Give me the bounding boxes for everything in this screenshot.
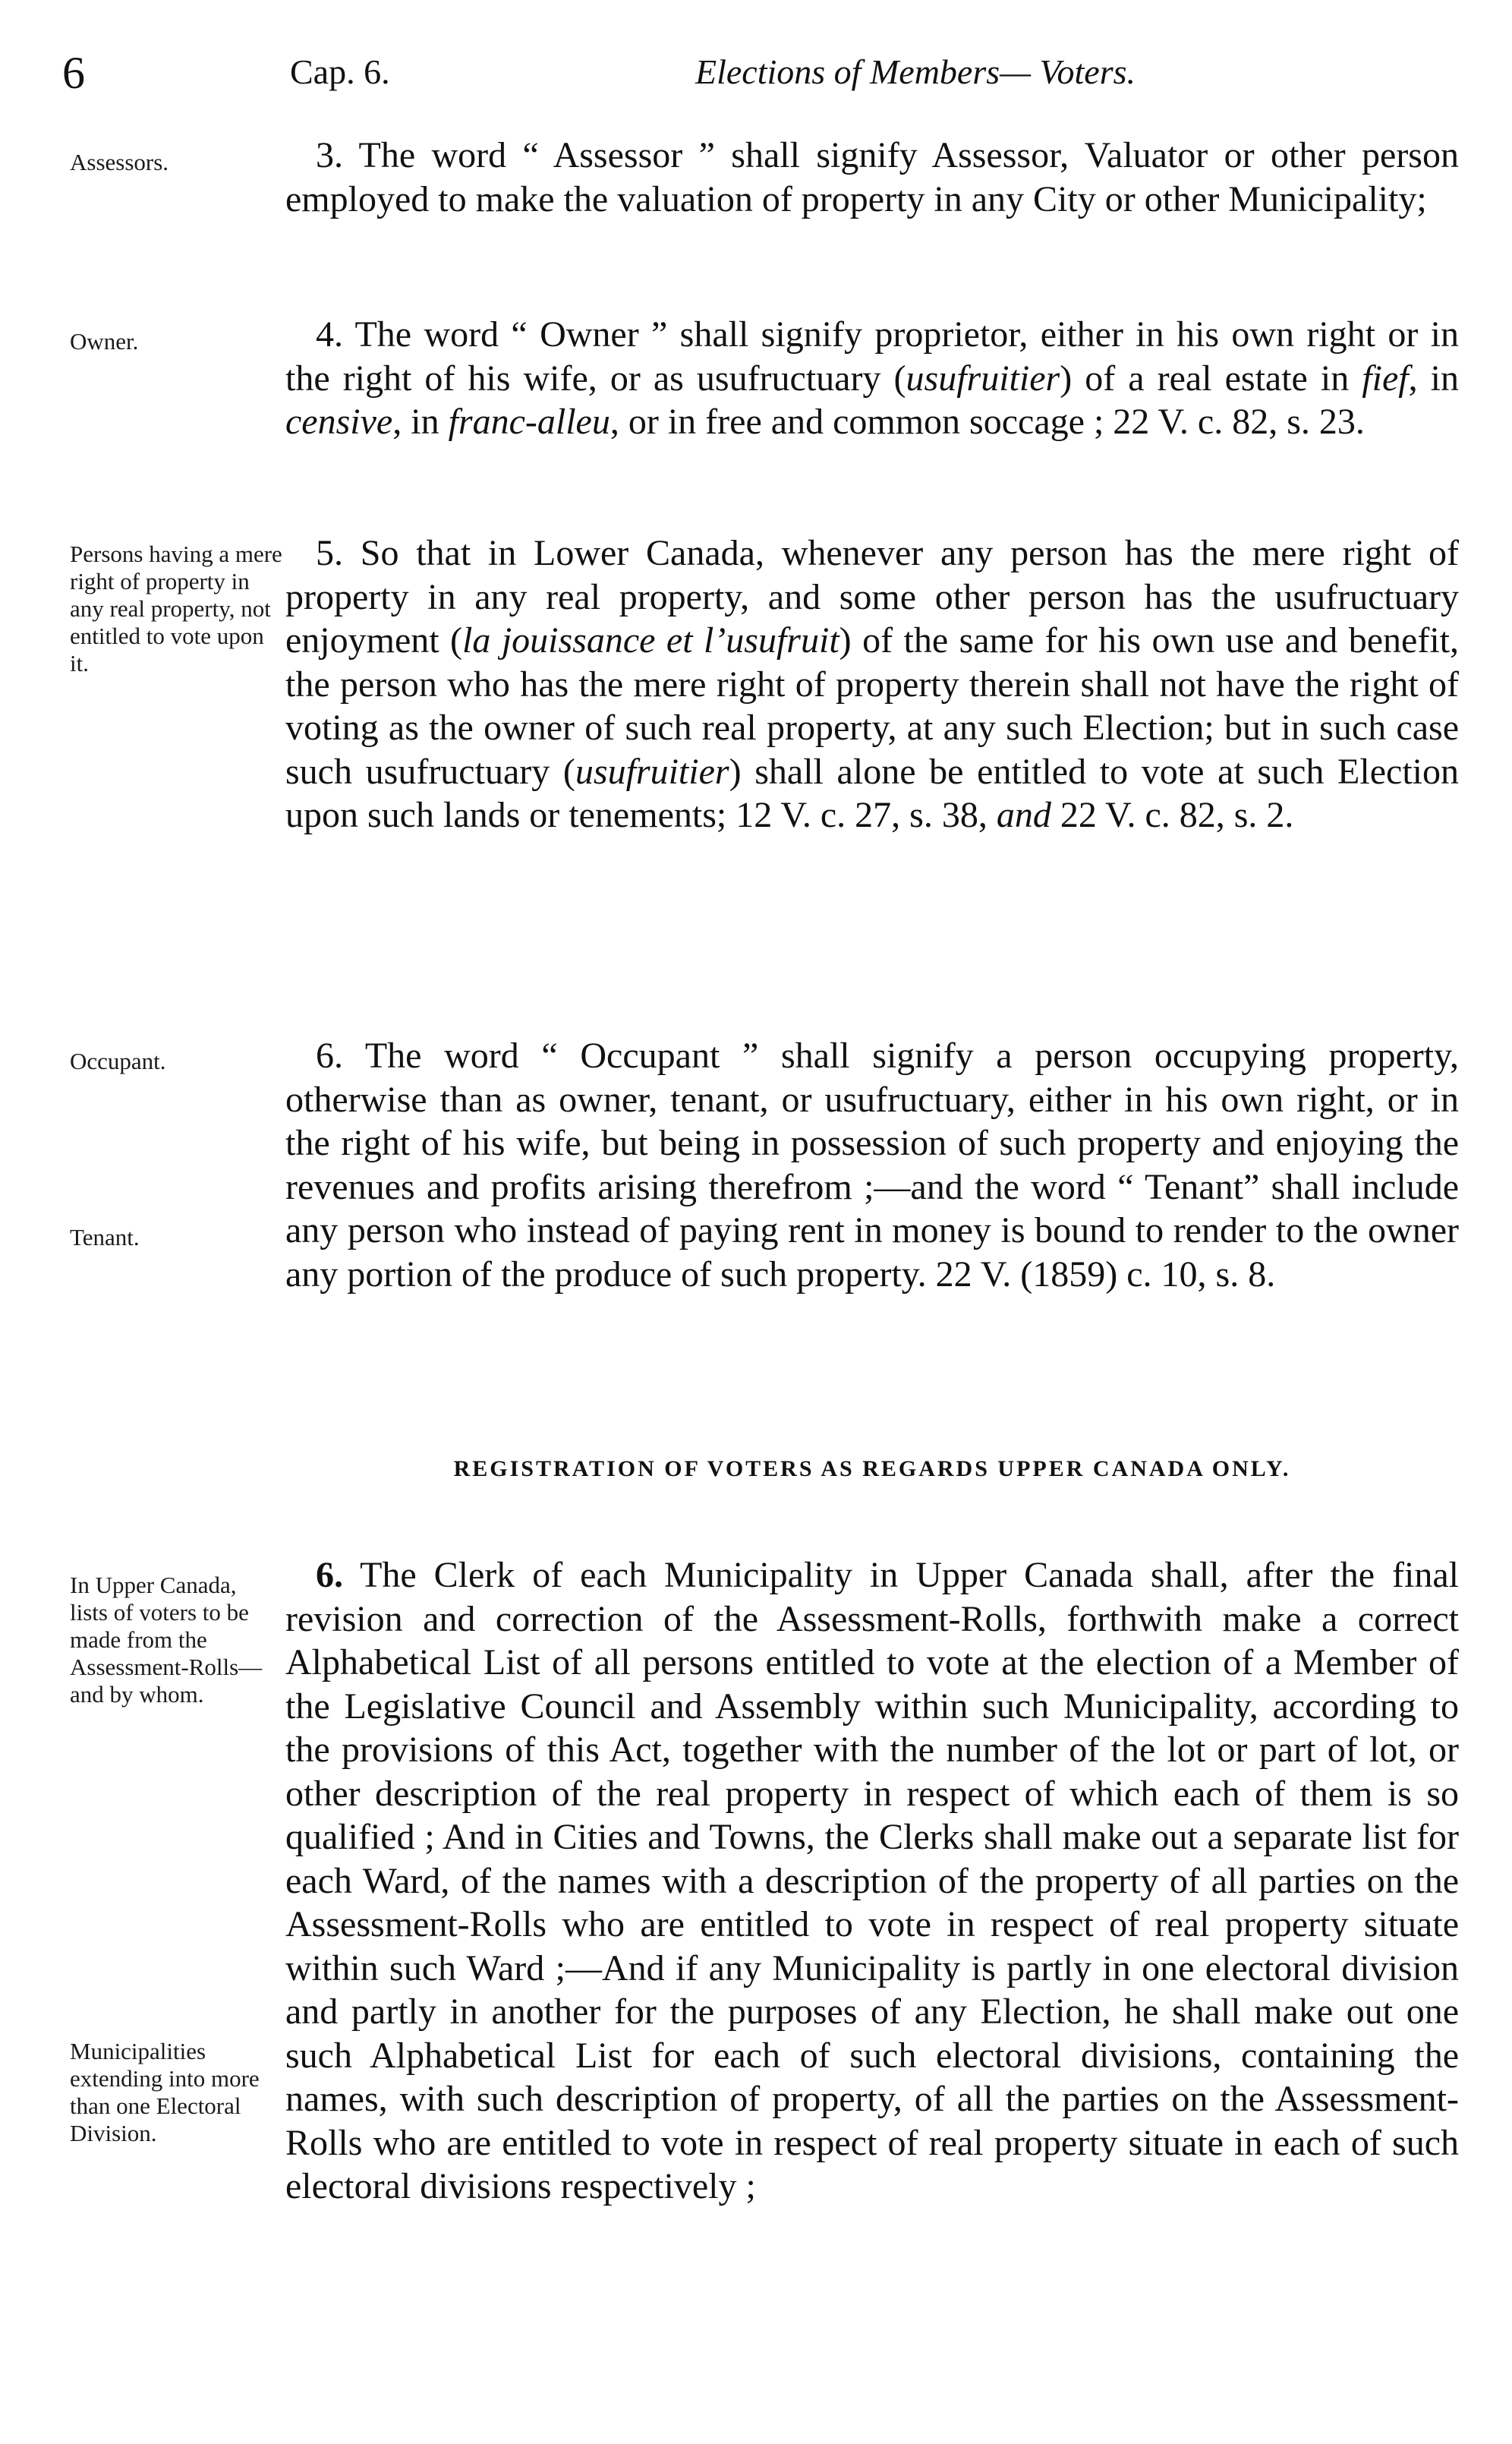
section-number: 4. (316, 314, 343, 355)
section-text: So that in Lower Canada, whenever any person has the mere right of property in any real property, and some other person has the usufructuary enjoyment ( (285, 533, 1459, 661)
section-number: 3. (316, 135, 343, 175)
margin-note-owner: Owner. (70, 328, 139, 355)
section-text: The word “ Owner ” shall signify proprietor, either in his own right or in the right of his wife, or as usufructuary ( (285, 314, 1459, 399)
margin-note-occupant: Occupant. (70, 1048, 166, 1074)
page-number: 6 (62, 48, 85, 98)
section-italic: and (996, 795, 1051, 835)
section-text: , or in free and common soccage ; 22 V. c. 82, s. 23. (610, 402, 1365, 442)
section-text: The word “ Occupant ” shall signify a person occupying property, otherwise than as owner, tenant, or usufructuary, either in his own right, or in the right of his wife, but being in possession of such property and enjoying the revenues and profits arising therefrom ;—and the word “ Tenant” shall include any person who instead of paying rent in money is bound to render to the owner any portion of the produce of such property. 22 V. (1859) c. 10, s. 8. (285, 1036, 1460, 1295)
margin-note-assessors: Assessors. (70, 149, 169, 175)
section-text: 22 V. c. 82, s. 2. (1051, 795, 1294, 835)
section-number: 5. (316, 533, 343, 573)
section-3 (285, 134, 1459, 221)
margin-note-tenant: Tenant. (70, 1224, 140, 1250)
section-text: ) shall alone be entitled to vote at such Election upon such lands or tenements; 12 V. c. 27, s. 38, (285, 751, 1459, 835)
section-italic: la jouissance et l’usufruit (462, 620, 839, 661)
section-5 (285, 531, 1459, 837)
section-6-registration (285, 1553, 1459, 2209)
section-number: 6. (316, 1036, 343, 1076)
section-italic: franc-alleu (448, 402, 610, 442)
margin-note-upper-canada-lists: In Upper Canada, lists of voters to be made from the Assessment-Rolls—and by whom. (70, 1572, 263, 1708)
section-italic: usufruitier (575, 751, 729, 792)
section-text: , in (1408, 358, 1459, 399)
section-italic: censive (285, 402, 393, 442)
page-header (53, 47, 1465, 108)
section-4 (285, 313, 1459, 444)
section-text: The word “ Assessor ” shall signify Assessor, Valuator or other person employed to make the valuation of property in any City or other Municipality; (285, 135, 1459, 219)
section-italic: usufruitier (906, 358, 1060, 399)
running-title: Elections of Members— Voters. (695, 52, 1136, 91)
chapter-label: Cap. 6. (290, 52, 390, 91)
section-text: ) of the same for his own use and benefit, the person who has the mere right of property therein shall not have the right of voting as the owner of such real property, at any such Election; but in such case such usufructuary ( (285, 620, 1459, 792)
margin-note-municipalities: Municipalities extending into more than one Electoral Division. (70, 2038, 260, 2146)
section-number: 6. (316, 1555, 343, 1595)
section-text: ) of a real estate in (1060, 358, 1362, 399)
section-text: The Clerk of each Municipality in Upper Canada shall, after the final revision and correction of the Assessment-Rolls, forthwith make a correct Alphabetical List of all persons entitled to vote at the election of a Member of the Legislative Council and Assembly within such Municipality, according to the provisions of this Act, together with the number of the lot or part of lot, or other description of the real property in respect of which each of them is so qualified ; And in Cities and Towns, the Clerks shall make out a separate list for each Ward, of the names with a description of the property of all parties on the Assessment-Rolls who are entitled to vote in respect of real property situate within such Ward ;—And if any Municipality is partly in one electoral division and partly in another for the purposes of any Election, he shall make out one such Alphabetical List for each of such electoral divisions, containing the names, with such description of property, of all the parties on the Assessment-Rolls who are entitled to vote in respect of real property situate in each of such electoral divisions respectively ; (285, 1555, 1459, 2206)
section-heading: REGISTRATION OF VOTERS AS REGARDS UPPER CANADA ONLY. (453, 1456, 1291, 1481)
margin-note-persons-having: Persons having a mere right of property in any real property, not entitled to vote upon it. (70, 541, 282, 676)
section-italic: fief (1362, 358, 1409, 399)
section-6-occupant (285, 1034, 1459, 1296)
section-text: , in (392, 402, 449, 442)
